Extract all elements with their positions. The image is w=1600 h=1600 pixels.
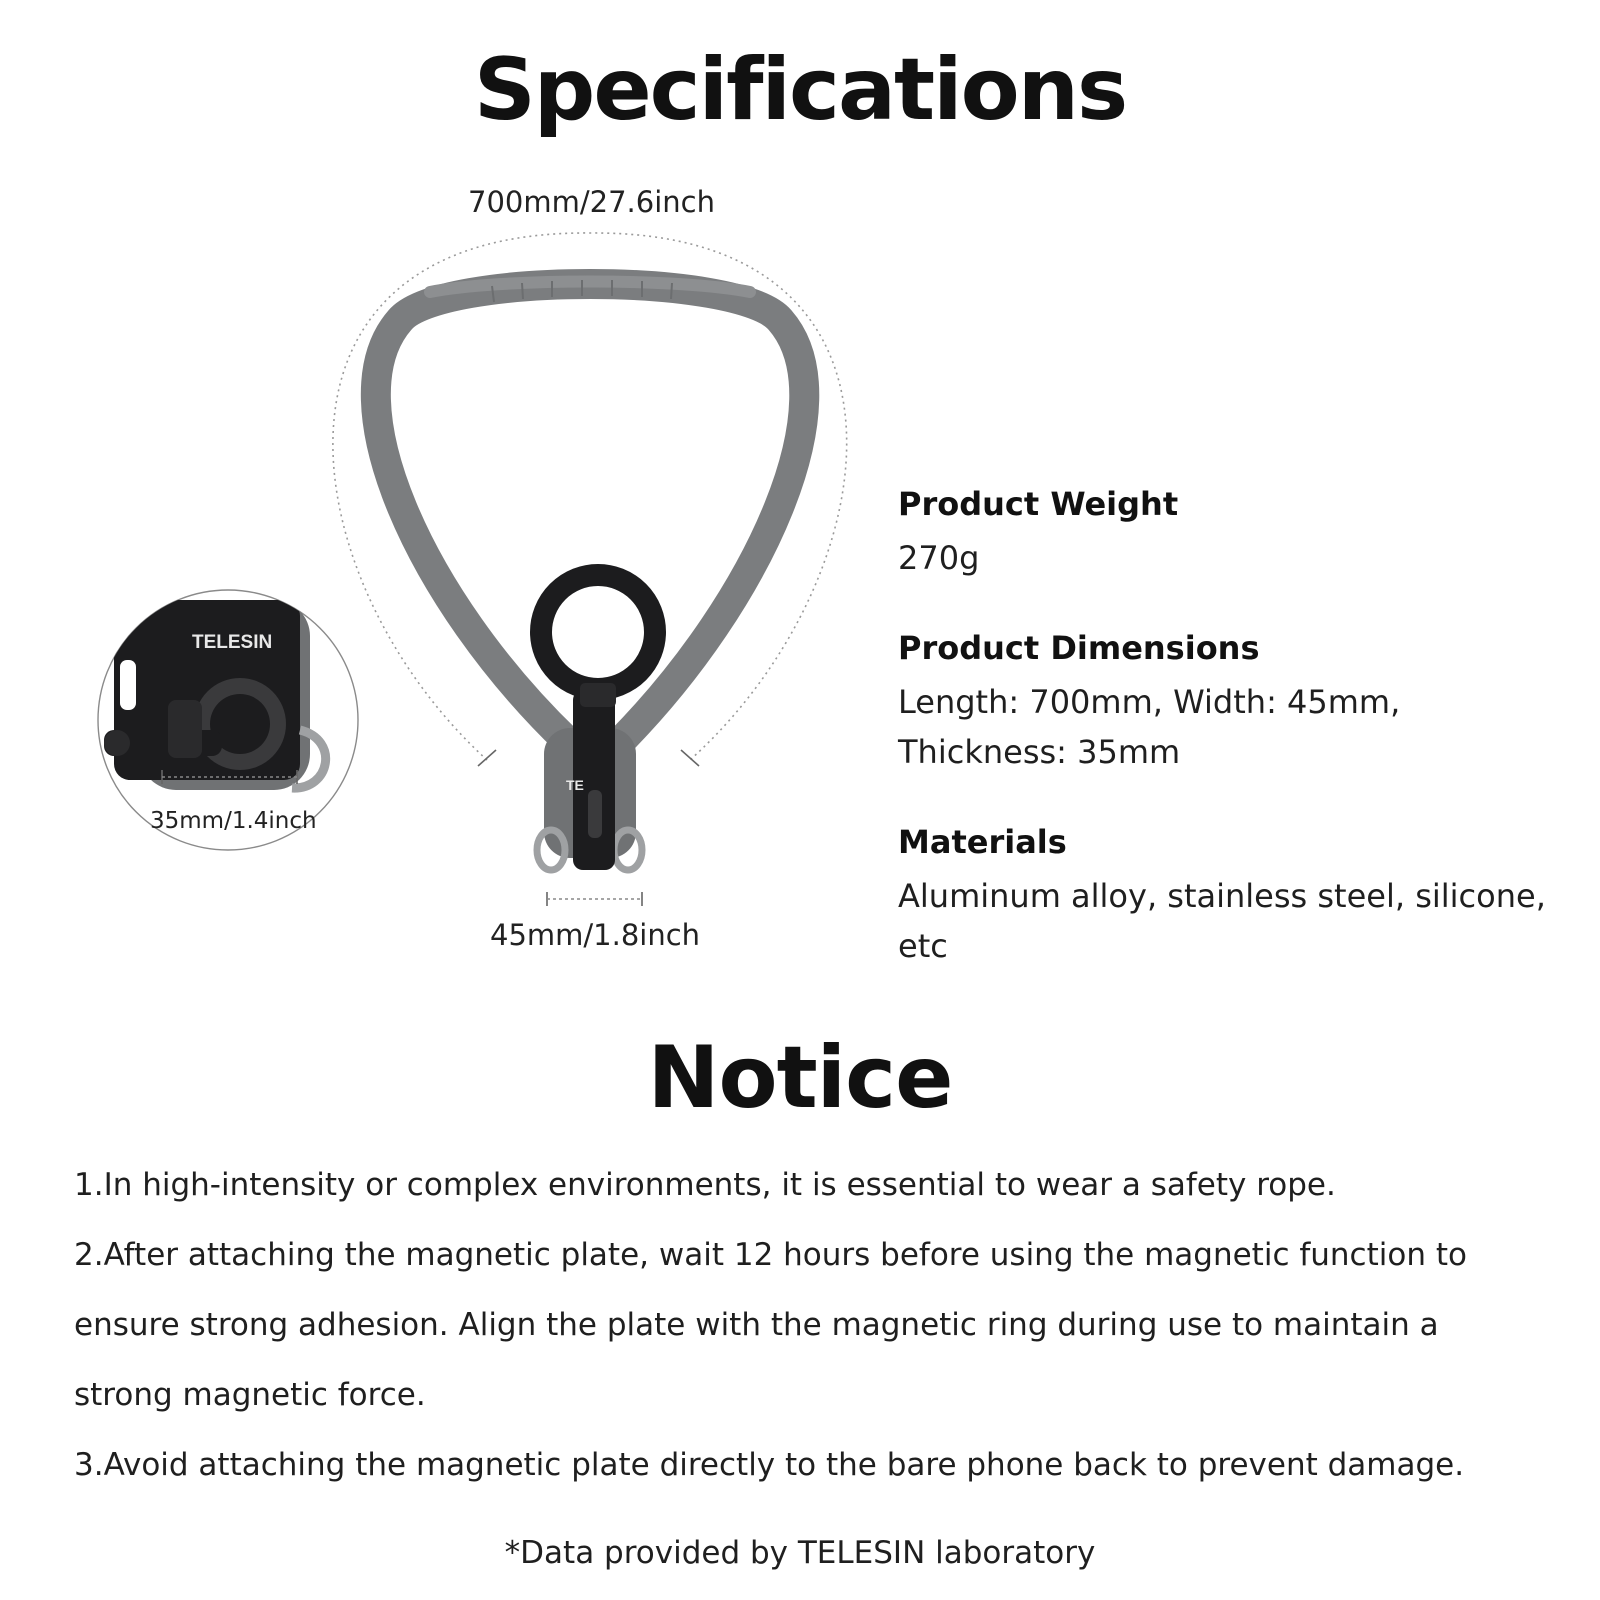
page-title-specifications: Specifications	[473, 40, 1127, 140]
thickness-label: 35mm/1.4inch	[150, 808, 317, 834]
spec-value: 270g	[898, 539, 980, 577]
spec-value: Aluminum alloy, stainless steel, silicone, etc	[898, 877, 1546, 965]
spec-value: Length: 700mm, Width: 45mm,	[898, 683, 1401, 721]
ring-hinge	[580, 683, 616, 707]
spec-label: Product Dimensions	[898, 629, 1260, 667]
page-title-notice: Notice	[647, 1028, 953, 1128]
specs-list	[898, 485, 1588, 1017]
inset-slot	[120, 660, 136, 710]
brand-logo-inset: TELESIN	[192, 632, 273, 653]
spec-label: Product Weight	[898, 485, 1179, 523]
spec-materials	[898, 823, 1588, 971]
neck-strap	[376, 284, 804, 742]
length-tick-right	[681, 750, 699, 766]
width-label: 45mm/1.8inch	[490, 918, 701, 952]
length-tick-left	[478, 750, 496, 766]
spec-weight	[898, 485, 1588, 583]
notice-item: 2.After attaching the magnetic plate, wait 12 hours before using the magnetic function to ensure strong adhesion. Align the plate with the magnetic ring during use to maintain a strong magnetic force.	[74, 1237, 1467, 1413]
footnote: *Data provided by TELESIN laboratory	[504, 1535, 1096, 1571]
notice-item: 1.In high-intensity or complex environments, it is essential to wear a safety rope.	[74, 1167, 1336, 1203]
brand-logo-module: TE	[566, 777, 584, 793]
spec-dimensions	[898, 629, 1588, 777]
mount-slot	[588, 790, 602, 838]
notice-list	[74, 1150, 1544, 1500]
spec-label: Materials	[898, 823, 1067, 861]
length-label: 700mm/27.6inch	[468, 185, 715, 219]
magnetic-ring	[541, 575, 655, 689]
notice-item: 3.Avoid attaching the magnetic plate directly to the bare phone back to prevent damage.	[74, 1447, 1465, 1483]
spec-value: Thickness: 35mm	[898, 733, 1181, 771]
